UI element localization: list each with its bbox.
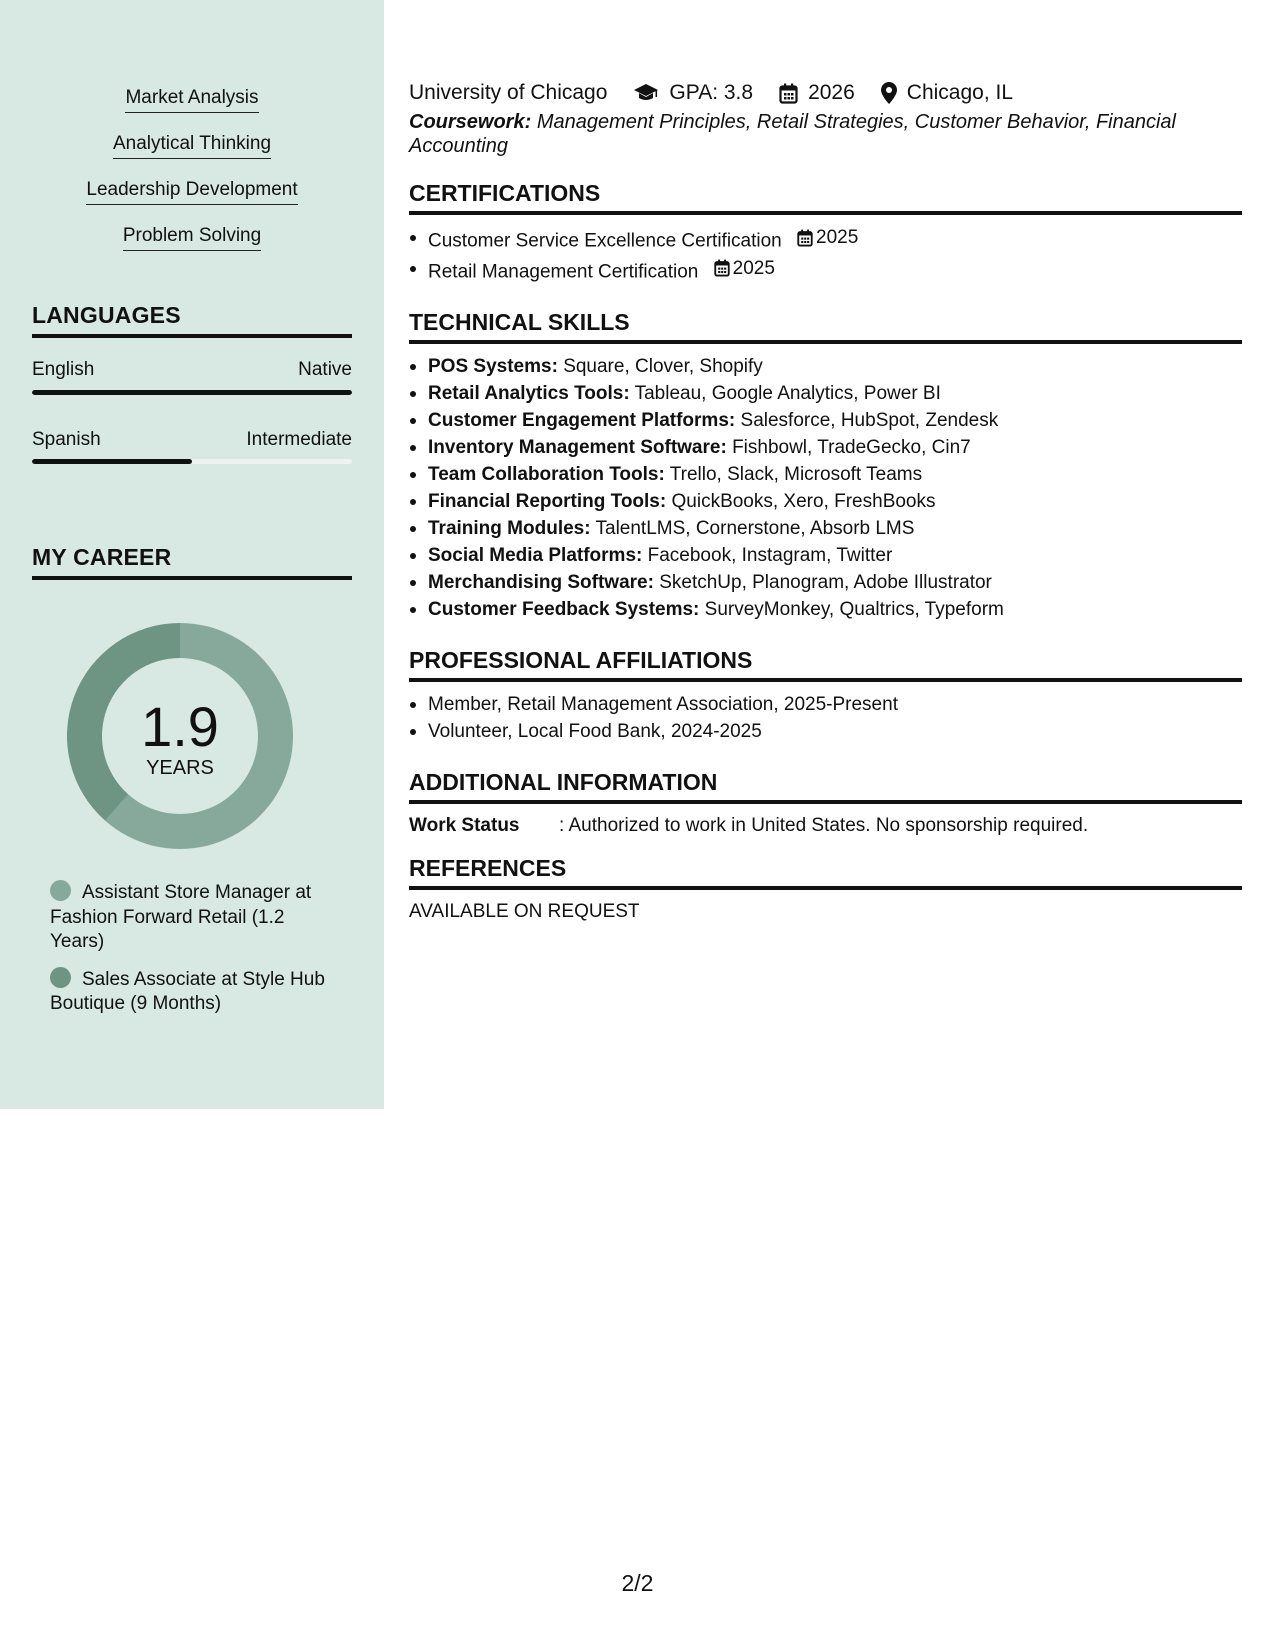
skills-list (0, 86, 384, 270)
additional-info-heading: ADDITIONAL INFORMATION (409, 767, 1242, 804)
career-legend-label: Assistant Store Manager at Fashion Forward Retail (1.2 Years) (50, 882, 312, 952)
calendar-icon (714, 259, 730, 277)
calendar-icon (779, 83, 798, 104)
language-row (32, 428, 352, 452)
language-proficiency-fill (32, 459, 192, 464)
legend-dot-icon (50, 880, 71, 901)
technical-skills-heading: TECHNICAL SKILLS (409, 307, 1242, 344)
work-status-value: : Authorized to work in United States. No sponsorship required. (559, 815, 1089, 836)
school-location: Chicago, IL (906, 81, 1014, 104)
certification-year: 2025 (816, 227, 859, 248)
skill-tag: Problem Solving (123, 224, 261, 251)
technical-skill-item (428, 407, 1242, 434)
language-level: Intermediate (246, 429, 352, 450)
technical-skill-item (428, 542, 1242, 569)
skill-category: Customer Engagement Platforms: (428, 410, 736, 431)
certification-item (428, 224, 1242, 255)
coursework (409, 110, 1242, 158)
skill-category: Customer Feedback Systems: (428, 599, 700, 620)
main-content (409, 78, 1242, 925)
skill-tag: Market Analysis (125, 86, 258, 113)
legend-dot-icon (50, 967, 71, 988)
technical-skills-list (409, 353, 1242, 623)
language-name: English (32, 359, 95, 380)
graduation-year: 2026 (808, 81, 855, 104)
skill-category: Inventory Management Software: (428, 437, 727, 458)
languages-heading: LANGUAGES (32, 300, 352, 338)
technical-skill-item (428, 353, 1242, 380)
career-legend-label: Sales Associate at Style Hub Boutique (9 Months) (50, 968, 325, 1014)
skill-category: Social Media Platforms: (428, 545, 643, 566)
technical-skill-item (428, 569, 1242, 596)
certification-name: Customer Service Excellence Certification (428, 230, 782, 252)
skill-tools: SketchUp, Planogram, Adobe Illustrator (659, 572, 992, 593)
skill-category: Team Collaboration Tools: (428, 464, 665, 485)
coursework-list: Management Principles, Retail Strategies, Customer Behavior, Financial Accounting (409, 111, 1177, 157)
language-name: Spanish (32, 429, 101, 450)
technical-skill-item (428, 488, 1242, 515)
technical-skill-item (428, 596, 1242, 623)
language-row (32, 358, 352, 382)
work-status-label: Work Status (409, 815, 520, 836)
career-total-unit: YEARS (146, 757, 214, 779)
skill-tools: Tableau, Google Analytics, Power BI (634, 383, 941, 404)
references-text: AVAILABLE ON REQUEST (409, 901, 640, 922)
technical-skill-item (428, 380, 1242, 407)
skill-category: Financial Reporting Tools: (428, 491, 667, 512)
skill-tag: Leadership Development (86, 178, 297, 205)
page-number: 2/2 (621, 1570, 654, 1596)
skill-tools: Facebook, Instagram, Twitter (647, 545, 893, 566)
technical-skill-item (428, 515, 1242, 542)
skill-category: Retail Analytics Tools: (428, 383, 630, 404)
certifications-list (409, 224, 1242, 285)
career-total-value: 1.9 (141, 695, 219, 758)
certifications-heading: CERTIFICATIONS (409, 178, 1242, 215)
affiliation-item: Member, Retail Management Association, 2025-Present (428, 691, 1242, 718)
technical-skill-item (428, 434, 1242, 461)
coursework-label: Coursework: (409, 111, 532, 133)
affiliation-item: Volunteer, Local Food Bank, 2024-2025 (428, 718, 1242, 745)
language-proficiency-bar (32, 390, 352, 395)
skill-tag: Analytical Thinking (113, 132, 271, 159)
career-legend (50, 880, 340, 1029)
language-level: Native (298, 359, 352, 380)
sidebar (0, 0, 384, 1109)
education-line (409, 78, 1242, 108)
references-heading: REFERENCES (409, 853, 1242, 890)
certification-name: Retail Management Certification (428, 261, 699, 282)
skill-category: POS Systems: (428, 356, 558, 377)
certification-item (428, 255, 1242, 286)
career-donut-chart (66, 622, 294, 850)
skill-tools: Trello, Slack, Microsoft Teams (669, 464, 923, 485)
work-status-row (409, 813, 1242, 839)
school-name: University of Chicago (409, 81, 608, 104)
calendar-icon (797, 229, 813, 247)
skill-tools: SurveyMonkey, Qualtrics, Typeform (704, 599, 1004, 620)
skill-tools: Square, Clover, Shopify (563, 356, 763, 377)
gpa: GPA: 3.8 (669, 81, 754, 104)
location-pin-icon (881, 82, 897, 104)
skill-tools: Salesforce, HubSpot, Zendesk (740, 410, 999, 431)
affiliations-heading: PROFESSIONAL AFFILIATIONS (409, 645, 1242, 682)
skill-category: Training Modules: (428, 518, 591, 539)
skill-tools: TalentLMS, Cornerstone, Absorb LMS (595, 518, 915, 539)
language-proficiency-fill (32, 390, 352, 395)
skill-tools: Fishbowl, TradeGecko, Cin7 (732, 437, 971, 458)
affiliations-list (409, 691, 1242, 745)
skill-tools: QuickBooks, Xero, FreshBooks (671, 491, 936, 512)
skill-category: Merchandising Software: (428, 572, 654, 593)
technical-skill-item (428, 461, 1242, 488)
graduation-cap-icon (633, 83, 659, 103)
language-proficiency-bar (32, 459, 352, 464)
career-legend-item (50, 880, 340, 955)
certification-year: 2025 (732, 257, 775, 279)
career-heading: MY CAREER (32, 542, 352, 580)
career-legend-item (50, 967, 340, 1017)
